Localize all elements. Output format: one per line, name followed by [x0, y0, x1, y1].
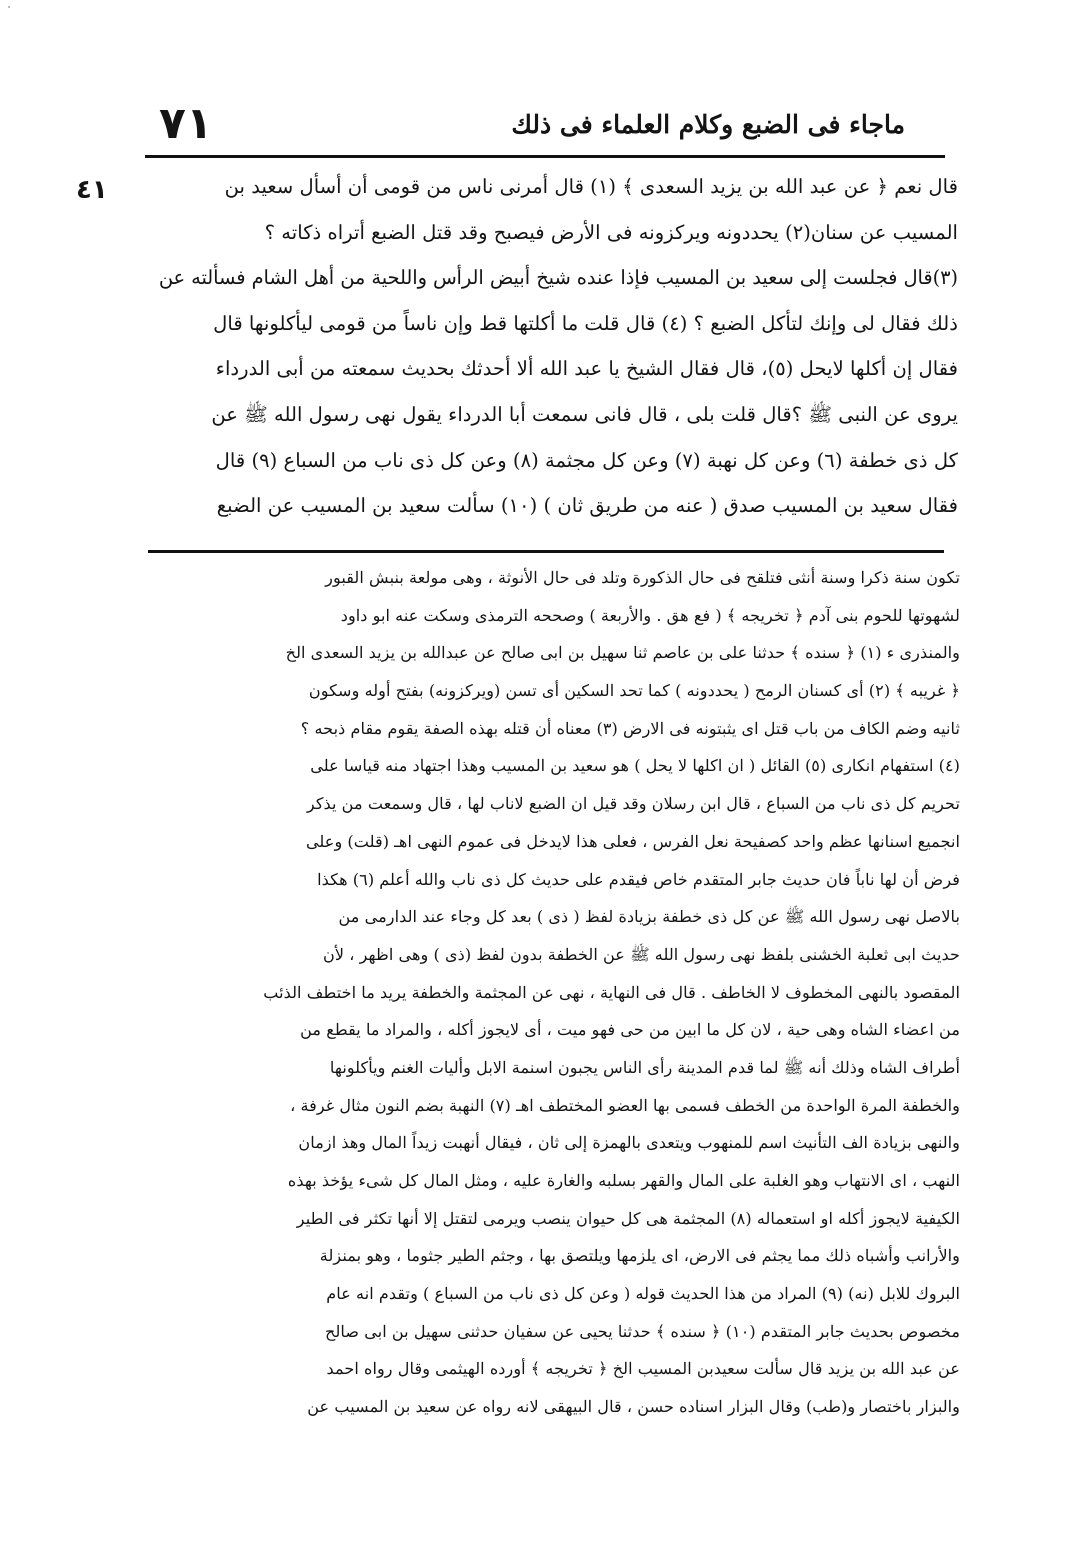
header-rule: [145, 155, 945, 158]
note-line: (٤) استفهام انكارى (٥) القائل ( ان اكلها لا يحل ) هو سعيد بن المسيب وهذا اجتهاد منه قياسا على: [310, 756, 960, 776]
main-line: فقال إن أكلها لايحل (٥)، قال فقال الشيخ يا عبد الله ألا أحدثك بحديث سمعته من أبى الدرداء: [215, 357, 958, 381]
footnotes: [152, 559, 960, 1426]
note-line: تحريم كل ذى ناب من السباع ، قال ابن رسلان وقد قيل ان الضبع لاناب لها ، قال وسمعت من يذكر: [306, 794, 960, 814]
running-title: ماجاء فى الضبع وكلام العلماء فى ذلك: [511, 110, 905, 139]
page-header: [145, 96, 945, 152]
note-line: حديث ابى ثعلبة الخشنى بلفظ نهى رسول الله ﷺ عن الخطفة بدون لفظ (ذى ) وهى اظهر ، لأن: [322, 944, 960, 964]
main-line: ذلك فقال لى وإنك لتأكل الضبع ؟ (٤) قال قلت ما أكلتها قط وإن ناساً من قومى ليأكلونها قال: [213, 311, 958, 335]
note-line: والأرانب وأشباه ذلك مما يجثم فى الارض، اى يلزمها ويلتصق بها ، وجثم الطير جثوما ، وهو بمنزلة: [319, 1246, 960, 1266]
main-line: كل ذى خطفة (٦) وعن كل نهبة (٧) وعن كل مجثمة (٨) وعن كل ذى ناب من السباع (٩) قال: [215, 448, 958, 472]
note-line: والبزار باختصار و(طب) وقال البزار اسناده حسن ، قال البيهقى لانه رواه عن سعيد بن المسيب عن: [307, 1397, 960, 1417]
note-line: ﴿ غريبه ﴾ (٢) أى كسنان الرمح ( يحددونه ) كما تحد السكين أى تسن (ويركزونه) بفتح أوله وسكون: [308, 681, 960, 701]
note-line: المقصود بالنهى المخطوف لا الخاطف . قال فى النهاية ، نهى عن المجثمة والخطفة يريد ما اختطف الذئب: [263, 982, 960, 1002]
main-line: فقال سعيد بن المسيب صدق ( عنه من طريق ثان ) (١٠) سألت سعيد بن المسيب عن الضبع: [216, 494, 958, 518]
note-line: تكون سنة ذكرا وسنة أنثى فتلقح فى حال الذكورة وتلد فى حال الأنوثة ، وهى مولعة بنبش القبور: [325, 568, 960, 587]
note-line: البروك للابل (نه) (٩) المراد من هذا الحديث قوله ( وعن كل ذى ناب من السباع ) وتقدم انه عام: [326, 1284, 960, 1304]
note-line: ثانيه وضم الكاف من باب قتل اى يثبتونه فى الارض (٣) معناه أن قتله بهذه الصفة يقوم مقام ذبحه ؟: [300, 718, 960, 738]
main-line: يروى عن النبى ﷺ ؟قال قلت بلى ، قال فانى سمعت أبا الدرداء يقول نهى رسول الله ﷺ عن: [211, 402, 958, 426]
note-line: أطراف الشاه وذلك أنه ﷺ لما قدم المدينة رأى الناس يجبون اسنمة الابل وأليات الغنم ويأكلونها: [329, 1057, 960, 1077]
note-line: والخطفة المرة الواحدة من الخطف فسمى بها العضو المختطف اهـ (٧) النهبة بضم النون مثال غرفة ،: [290, 1095, 960, 1115]
note-line: الكيفية لايجوز أكله او استعماله (٨) المجثمة هى كل حيوان ينصب ويرمى لتقتل إلا أنها تكثر فى الطير: [296, 1208, 960, 1228]
note-line: انجميع اسنانها عظم واحد كصفيحة نعل الفرس ، فعلى هذا لايدخل فى عموم النهى اهـ (قلت) وعلى: [305, 831, 960, 851]
note-line: والنهى بزيادة الف التأنيث اسم للمنهوب ويتعدى بالهمزة إلى ثان ، فيقال أنهبت زيداً المال وهذ ازمان: [298, 1133, 960, 1153]
main-line: (٣)قال فجلست إلى سعيد بن المسيب فإذا عنده شيخ أبيض الرأس واللحية من أهل الشام فسألته عن: [158, 266, 958, 290]
note-line: مخصوص بحديث جابر المتقدم (١٠) ﴿ سنده ﴾ حدثنا يحيى عن سفيان حدثنى سهيل بن ابى صالح: [325, 1321, 960, 1341]
main-text: [152, 164, 958, 529]
note-line: بالاصل نهى رسول الله ﷺ عن كل ذى خطفة بزيادة لفظ ( ذى ) بعد كل وجاء عند الدارمى من: [338, 907, 960, 927]
note-line: عن عبد الله بن يزيد قال سألت سعيدبن المسيب الخ ﴿ تخريجه ﴾ أورده الهيثمى وقال رواه احمد: [326, 1359, 960, 1379]
note-line: النهب ، اى الانتهاب وهو الغلبة على المال والقهر بسلبه والغارة عليه ، ومثل المال كل شىء يؤخذ بهذه: [287, 1171, 960, 1190]
note-line: لشهوتها للحوم بنى آدم ﴿ تخريجه ﴾ ( فع هق . والأربعة ) وصححه الترمذى وسكت عنه ابو داود: [340, 605, 960, 625]
note-line: والمنذرى ء (١) ﴿ سنده ﴾ حدثنا على بن عاصم ثنا سهيل بن ابى صالح عن عبدالله بن يزيد السعدى الخ: [285, 643, 960, 663]
page-number: ٧١: [159, 98, 213, 149]
main-line: قال نعم ﴿ عن عبد الله بن يزيد السعدى ﴾ (١) قال أمرنى ناس من قومى أن أسأل سعيد بن: [224, 175, 958, 198]
note-line: من اعضاء الشاه وهى حية ، لان كل ما ابين من حى فهو ميت ، أى لايجوز أكله ، والمراد ما يقطع من: [300, 1020, 960, 1040]
note-line: فرض أن لها ناباً فان حديث جابر المتقدم خاص فيقدم على حديث كل ذى ناب والله أعلم (٦) هكذا: [317, 869, 960, 889]
footnote-separator: [148, 550, 944, 553]
scan-speck: [8, 6, 10, 8]
main-line: المسيب عن سنان(٢) يحددونه ويركزونه فى الأرض فيصبح وقد قتل الضبع أتراه ذكاته ؟: [264, 220, 958, 244]
hadith-number: ٤١: [76, 175, 108, 205]
